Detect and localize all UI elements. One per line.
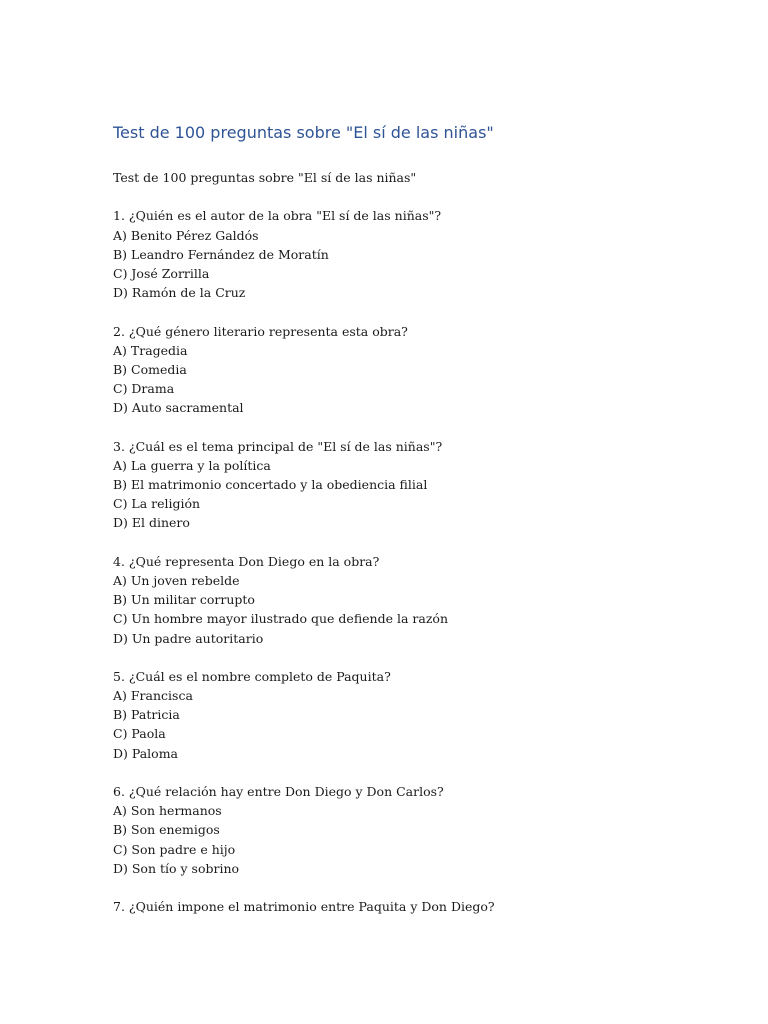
answer-option: A) Son hermanos [113,803,222,819]
question-block [113,437,733,533]
answer-option: D) Paloma [113,745,179,761]
answer-option: C) La religión [113,496,201,512]
question-block [113,667,733,763]
question-block [113,322,733,418]
question-text: 2. ¿Qué género literario representa esta obra? [113,323,408,339]
answer-option: D) Ramón de la Cruz [113,285,246,301]
question-text: 4. ¿Qué representa Don Diego en la obra? [113,553,380,569]
answer-option: A) Tragedia [113,342,188,358]
answer-option: C) Drama [113,381,175,397]
paragraph-gap [113,533,733,552]
question-block [113,552,733,648]
document-body [113,168,733,916]
question-block [113,782,733,878]
paragraph-gap [113,648,733,667]
answer-option: D) Auto sacramental [113,400,244,416]
question-block [113,206,733,302]
answer-option: B) Comedia [113,361,187,377]
answer-option: A) La guerra y la política [113,457,271,473]
paragraph-gap [113,878,733,897]
answer-option: C) Un hombre mayor ilustrado que defiende la razón [113,611,448,627]
question-block [113,897,733,916]
answer-option: C) José Zorrilla [113,265,210,281]
paragraph-gap [113,763,733,782]
question-text: 6. ¿Qué relación hay entre Don Diego y Don Carlos? [113,784,444,799]
answer-option: B) El matrimonio concertado y la obediencia filial [113,477,428,492]
answer-option: A) Benito Pérez Galdós [113,227,259,243]
answer-option: D) Son tío y sobrino [113,860,240,876]
answer-option: B) Son enemigos [113,822,220,838]
answer-option: A) Un joven rebelde [113,572,240,588]
answer-option: B) Un militar corrupto [113,592,255,608]
answer-option: D) Un padre autoritario [113,630,264,646]
answer-option: C) Son padre e hijo [113,841,236,857]
answer-option: D) El dinero [113,515,190,531]
paragraph-gap [113,302,733,321]
document-heading: Test de 100 preguntas sobre "El sí de las niñas" [113,123,494,142]
intro-line: Test de 100 preguntas sobre "El sí de las niñas" [113,170,417,185]
answer-option: A) Francisca [113,688,193,704]
paragraph-gap [113,187,733,206]
question-text: 1. ¿Quién es el autor de la obra "El sí de las niñas"? [113,208,442,224]
paragraph-gap [113,417,733,436]
answer-option: B) Patricia [113,707,180,723]
question-text: 5. ¿Cuál es el nombre completo de Paquita? [113,668,391,684]
question-text: 7. ¿Quién impone el matrimonio entre Paquita y Don Diego? [113,899,495,915]
answer-option: B) Leandro Fernández de Moratín [113,246,329,262]
answer-option: C) Paola [113,726,166,742]
question-text: 3. ¿Cuál es el tema principal de "El sí de las niñas"? [113,438,443,454]
